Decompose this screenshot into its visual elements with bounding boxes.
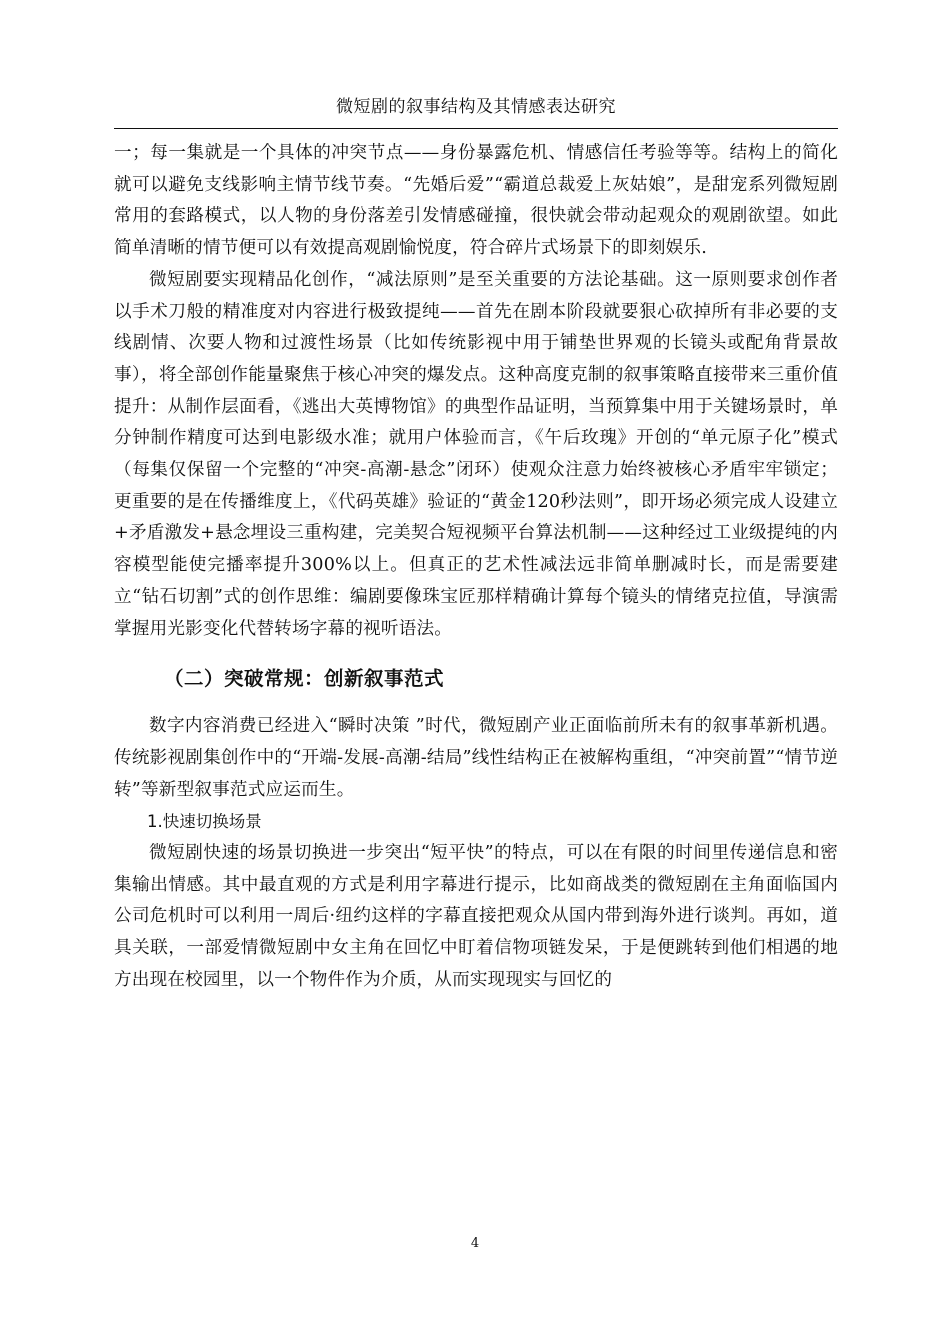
subsection-heading: 1.快速切换场景 (147, 812, 262, 832)
paragraph-scene-switching: 微短剧快速的场景切换进一步突出“短平快”的特点，可以在有限的时间里传递信息和密集输出情感。其中最直观的方式是利用字幕进行提示，比如商战类的微短剧在主角面临国内公司危机时可以利用一周后·纽约这样的字幕直接把观众从国内带到海外进行谈判。再如，道具关联，一部爱情微短剧中女主角在回忆中盯着信物项链发呆，于是便跳转到他们相遇的地方出现在校园里，以一个物件作为介质，从而实现现实与回忆的 (114, 843, 838, 990)
paragraph-narrative-innovation: 数字内容消费已经进入“瞬时决策 ”时代，微短剧产业正面临前所未有的叙事革新机遇。传统影视剧集创作中的“开端-发展-高潮-结局”线性结构正在被解构重组，“冲突前置”“情节逆转”等新型叙事范式应运而生。 (114, 716, 838, 800)
running-header: 微短剧的叙事结构及其情感表达研究 (336, 97, 616, 117)
paragraph-subtraction-principle: 微短剧要实现精品化创作，“减法原则”是至关重要的方法论基础。这一原则要求创作者以手术刀般的精准度对内容进行极致提纯——首先在剧本阶段就要狠心砍掉所有非必要的支线剧情、次要人物和过渡性场景（比如传统影视中用于铺垫世界观的长镜头或配角背景故事），将全部创作能量聚焦于核心冲突的爆发点。这种高度克制的叙事策略直接带来三重价值提升：从制作层面看，《逃出大英博物馆》的典型作品证明，当预算集中用于关键场景时，单分钟制作精度可达到电影级水准；就用户体验而言，《午后玫瑰》开创的“单元原子化”模式（每集仅保留一个完整的“冲突-高潮-悬念”闭环）使观众注意力始终被核心矛盾牢牢锁定；更重要的是在传播维度上，《代码英雄》验证的“黄金120秒法则”，即开场必须完成人设建立+矛盾激发+悬念埋设三重构建，完美契合短视频平台算法机制——这种经过工业级提纯的内容模型能使完播率提升300%以上。但真正的艺术性减法远非简单删减时长，而是需要建立“钻石切割”式的创作思维：编剧要像珠宝匠那样精确计算每个镜头的情绪克拉值，导演需掌握用光影变化代替转场字幕的视听语法。 (114, 269, 838, 639)
paragraph-continued: 一；每一集就是一个具体的冲突节点——身份暴露危机、情感信任考验等等。结构上的简化就可以避免支线影响主情节线节奏。“先婚后爱”“霸道总裁爱上灰姑娘”，是甜宠系列微短剧常用的套路模式，以人物的身份落差引发情感碰撞，很快就会带动起观众的观剧欲望。如此简单清晰的情节便可以有效提高观剧愉悦度，符合碎片式场景下的即刻娱乐. (114, 143, 838, 259)
page-number: 4 (470, 1236, 480, 1251)
body-text (114, 138, 838, 997)
section-heading: （二）突破常规：创新叙事范式 (164, 667, 445, 691)
header-rule (114, 128, 838, 129)
